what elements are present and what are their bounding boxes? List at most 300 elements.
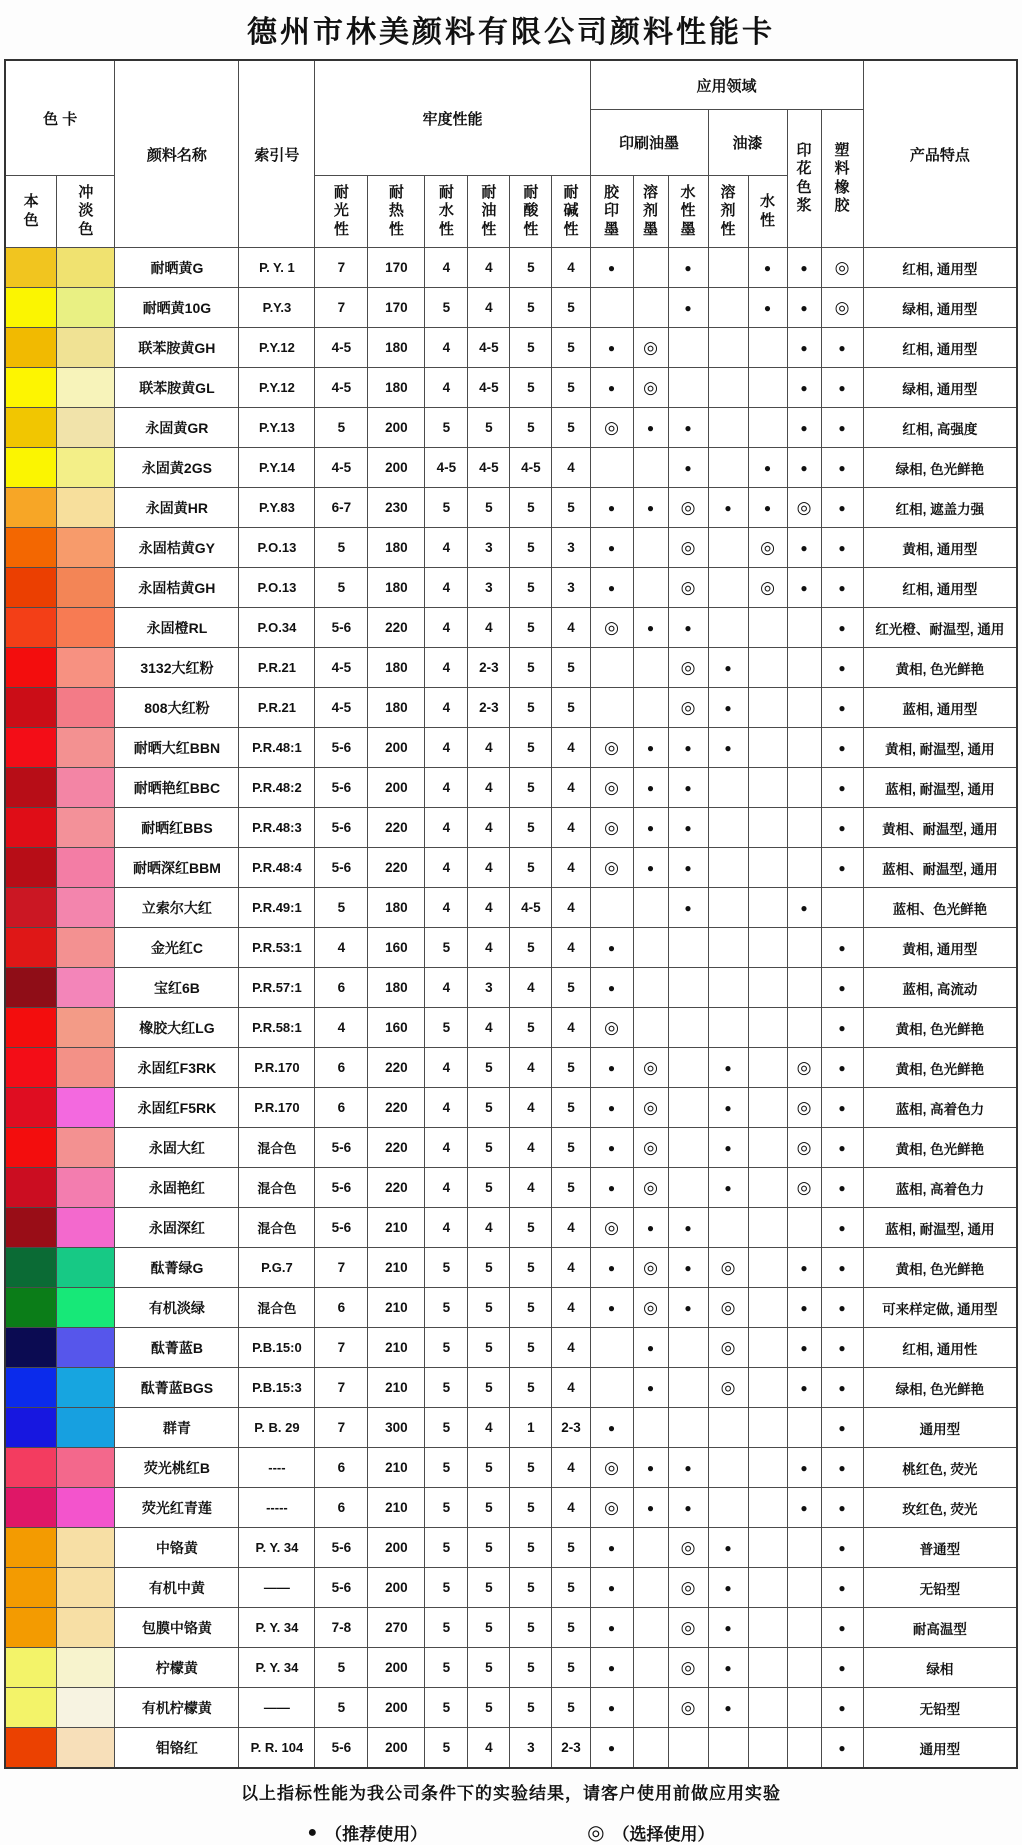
header-heat-fastness: [368, 176, 425, 248]
plastic-rubber-mark: ●: [821, 568, 863, 608]
acid-fastness-value: 5: [510, 848, 552, 888]
acid-fastness-value: 4-5: [510, 448, 552, 488]
offset-ink-mark: ●: [590, 1688, 633, 1728]
header-solvent-ink: [633, 176, 668, 248]
water-fastness-value: 5: [425, 1648, 468, 1688]
oil-fastness-value: 4: [468, 888, 510, 928]
offset-ink-mark: [590, 1328, 633, 1368]
base-color-swatch: [5, 328, 57, 368]
alkali-fastness-value: 4: [552, 608, 590, 648]
pigment-row: [5, 1088, 1017, 1128]
offset-ink-mark: ●: [590, 1408, 633, 1448]
water-paint-mark: [748, 1568, 787, 1608]
water-ink-mark: ●: [668, 888, 708, 928]
heat-fastness-value: 170: [368, 288, 425, 328]
light-fastness-value: 5-6: [315, 1168, 368, 1208]
water-fastness-value: 5: [425, 1528, 468, 1568]
acid-fastness-value: 5: [510, 328, 552, 368]
water-paint-mark: ◎: [748, 528, 787, 568]
base-color-swatch: [5, 248, 57, 288]
water-paint-mark: [748, 1088, 787, 1128]
pigment-row: [5, 1688, 1017, 1728]
offset-ink-mark: ●: [590, 1168, 633, 1208]
solvent-ink-mark: [633, 648, 668, 688]
heat-fastness-value: 180: [368, 328, 425, 368]
product-feature: 红相, 高强度: [863, 408, 1017, 448]
water-fastness-value: 5: [425, 928, 468, 968]
product-feature: 红相, 通用型: [863, 328, 1017, 368]
water-paint-mark: [748, 1448, 787, 1488]
acid-fastness-value: 4: [510, 1128, 552, 1168]
base-color-swatch: [5, 728, 57, 768]
product-feature: 黄相, 色光鲜艳: [863, 1248, 1017, 1288]
acid-fastness-value: 5: [510, 768, 552, 808]
alkali-fastness-value: 4: [552, 448, 590, 488]
pigment-row: [5, 1048, 1017, 1088]
light-fastness-value: 7-8: [315, 1608, 368, 1648]
solvent-ink-mark: ●: [633, 408, 668, 448]
water-paint-mark: [748, 888, 787, 928]
header-paint-group: 油漆: [708, 110, 787, 176]
pigment-row: [5, 1568, 1017, 1608]
offset-ink-mark: ◎: [590, 848, 633, 888]
solvent-paint-mark: [708, 1448, 748, 1488]
water-fastness-value: 5: [425, 1608, 468, 1648]
light-fastness-value: 6: [315, 968, 368, 1008]
solvent-paint-mark: ●: [708, 1088, 748, 1128]
heat-fastness-value: 160: [368, 1008, 425, 1048]
solvent-ink-mark: ●: [633, 608, 668, 648]
tint-color-swatch: [57, 808, 115, 848]
water-paint-mark: [748, 688, 787, 728]
base-color-swatch: [5, 1128, 57, 1168]
base-color-swatch: [5, 928, 57, 968]
textile-paste-mark: [787, 848, 821, 888]
pigment-name: 酞菁蓝B: [115, 1328, 239, 1368]
solvent-paint-mark: [708, 1208, 748, 1248]
water-fastness-value: 4: [425, 608, 468, 648]
color-index: P.O.13: [239, 568, 315, 608]
tint-color-swatch: [57, 648, 115, 688]
water-fastness-value: 4: [425, 248, 468, 288]
textile-paste-mark: [787, 1608, 821, 1648]
page-title: 德州市林美颜料有限公司颜料性能卡: [247, 16, 775, 49]
solvent-paint-mark: [708, 288, 748, 328]
color-index: P.B.15:3: [239, 1368, 315, 1408]
heat-fastness-value: 180: [368, 688, 425, 728]
acid-fastness-value: 5: [510, 1288, 552, 1328]
base-color-swatch: [5, 1288, 57, 1328]
water-fastness-value: 5: [425, 1408, 468, 1448]
heat-fastness-value: 210: [368, 1488, 425, 1528]
textile-paste-mark: [787, 928, 821, 968]
pigment-name: 荧光桃红B: [115, 1448, 239, 1488]
solvent-paint-mark: ●: [708, 1648, 748, 1688]
solvent-paint-mark: ◎: [708, 1248, 748, 1288]
tint-color-swatch: [57, 1168, 115, 1208]
solvent-paint-mark: [708, 528, 748, 568]
tint-color-swatch: [57, 1408, 115, 1448]
color-index: P.B.15:0: [239, 1328, 315, 1368]
heat-fastness-value: 200: [368, 1528, 425, 1568]
base-color-swatch: [5, 408, 57, 448]
alkali-fastness-value: 5: [552, 1688, 590, 1728]
light-fastness-value: 5-6: [315, 728, 368, 768]
textile-paste-mark: ◎: [787, 1168, 821, 1208]
textile-paste-mark: ●: [787, 448, 821, 488]
solvent-ink-mark: ●: [633, 768, 668, 808]
heat-fastness-value: 200: [368, 1728, 425, 1769]
offset-ink-mark: ●: [590, 1288, 633, 1328]
textile-paste-mark: ●: [787, 248, 821, 288]
solvent-ink-mark: [633, 448, 668, 488]
tint-color-label: 冲淡色: [78, 184, 94, 238]
solvent-ink-mark: [633, 1728, 668, 1769]
light-fastness-value: 5-6: [315, 608, 368, 648]
oil-fastness-value: 5: [468, 1448, 510, 1488]
water-fastness-value: 4: [425, 528, 468, 568]
oil-fastness-value: 3: [468, 568, 510, 608]
light-fastness-value: 5-6: [315, 1528, 368, 1568]
tint-color-swatch: [57, 768, 115, 808]
oil-fastness-value: 4-5: [468, 328, 510, 368]
alkali-fastness-value: 5: [552, 688, 590, 728]
color-index: P.R.48:4: [239, 848, 315, 888]
acid-fastness-value: 5: [510, 528, 552, 568]
base-color-swatch: [5, 688, 57, 728]
solvent-ink-mark: ●: [633, 1208, 668, 1248]
color-index: P.R.49:1: [239, 888, 315, 928]
solvent-ink-mark: ●: [633, 728, 668, 768]
tint-color-swatch: [57, 248, 115, 288]
color-index: ——: [239, 1688, 315, 1728]
water-fastness-value: 5: [425, 1288, 468, 1328]
solvent-ink-mark: ●: [633, 1328, 668, 1368]
pigment-name: 立索尔大红: [115, 888, 239, 928]
pigment-name: 耐晒艳红BBC: [115, 768, 239, 808]
water-fastness-value: 5: [425, 488, 468, 528]
pigment-name: 永固红F3RK: [115, 1048, 239, 1088]
tint-color-swatch: [57, 848, 115, 888]
oil-fastness-value: 5: [468, 1168, 510, 1208]
offset-ink-mark: ◎: [590, 728, 633, 768]
heat-fastness-value: 210: [368, 1288, 425, 1328]
solvent-ink-mark: [633, 688, 668, 728]
textile-paste-mark: [787, 968, 821, 1008]
acid-fastness-value: 5: [510, 648, 552, 688]
water-ink-mark: ●: [668, 728, 708, 768]
optional-label: （选择使用）: [612, 1825, 715, 1844]
color-index: P.R.48:1: [239, 728, 315, 768]
plastic-rubber-mark: ●: [821, 328, 863, 368]
light-fastness-value: 6: [315, 1048, 368, 1088]
pigment-name: 荧光红青莲: [115, 1488, 239, 1528]
textile-paste-mark: [787, 1008, 821, 1048]
alkali-fastness-value: 4: [552, 1208, 590, 1248]
heat-fastness-value: 210: [368, 1208, 425, 1248]
plastic-rubber-mark: ●: [821, 1128, 863, 1168]
pigment-name: 3132大红粉: [115, 648, 239, 688]
header-fastness-group: 牢度性能: [315, 60, 590, 176]
color-index: P.R.53:1: [239, 928, 315, 968]
water-ink-mark: ◎: [668, 688, 708, 728]
water-ink-mark: ●: [668, 848, 708, 888]
heat-fastness-value: 210: [368, 1368, 425, 1408]
oil-fastness-value: 4: [468, 1208, 510, 1248]
acid-fastness-value: 5: [510, 1248, 552, 1288]
offset-ink-mark: [590, 1368, 633, 1408]
light-fastness-value: 5-6: [315, 808, 368, 848]
solvent-paint-mark: ●: [708, 688, 748, 728]
heat-fastness-label: 耐热性: [388, 184, 404, 238]
header-offset-ink: [590, 176, 633, 248]
oil-fastness-value: 4: [468, 848, 510, 888]
product-feature: 耐高温型: [863, 1608, 1017, 1648]
offset-ink-mark: ●: [590, 568, 633, 608]
alkali-fastness-value: 4: [552, 848, 590, 888]
water-paint-mark: ●: [748, 448, 787, 488]
pigment-table: [4, 59, 1018, 1769]
light-fastness-value: 4-5: [315, 328, 368, 368]
water-fastness-value: 4: [425, 768, 468, 808]
water-ink-mark: [668, 368, 708, 408]
header-light-fastness: [315, 176, 368, 248]
product-feature: 玫红色, 荧光: [863, 1488, 1017, 1528]
water-ink-mark: [668, 1048, 708, 1088]
light-fastness-value: 6-7: [315, 488, 368, 528]
base-color-swatch: [5, 968, 57, 1008]
textile-paste-mark: [787, 648, 821, 688]
offset-ink-mark: ◎: [590, 768, 633, 808]
pigment-row: [5, 1288, 1017, 1328]
tint-color-swatch: [57, 1048, 115, 1088]
solvent-paint-mark: ●: [708, 1568, 748, 1608]
offset-ink-mark: ◎: [590, 1008, 633, 1048]
acid-fastness-value: 4-5: [510, 888, 552, 928]
solvent-ink-mark: [633, 528, 668, 568]
plastic-rubber-mark: ●: [821, 1328, 863, 1368]
light-fastness-value: 5: [315, 888, 368, 928]
alkali-fastness-value: 4: [552, 1008, 590, 1048]
offset-ink-mark: ●: [590, 1728, 633, 1769]
water-fastness-value: 5: [425, 1688, 468, 1728]
alkali-fastness-value: 5: [552, 968, 590, 1008]
header-index-no: 索引号: [239, 60, 315, 248]
water-paint-mark: [748, 1128, 787, 1168]
alkali-fastness-value: 4: [552, 728, 590, 768]
light-fastness-value: 7: [315, 1328, 368, 1368]
product-feature: 蓝相, 耐温型, 通用: [863, 768, 1017, 808]
pigment-name: 包膜中铬黄: [115, 1608, 239, 1648]
pigment-name: 酞菁绿G: [115, 1248, 239, 1288]
acid-fastness-value: 4: [510, 968, 552, 1008]
textile-paste-mark: ●: [787, 328, 821, 368]
header-solvent-paint: [708, 176, 748, 248]
base-color-swatch: [5, 1488, 57, 1528]
heat-fastness-value: 220: [368, 1168, 425, 1208]
water-paint-mark: [748, 1728, 787, 1769]
pigment-row: [5, 1448, 1017, 1488]
color-index: ——: [239, 1568, 315, 1608]
pigment-name: 群青: [115, 1408, 239, 1448]
pigment-name: 酞菁蓝BGS: [115, 1368, 239, 1408]
color-index: ----: [239, 1448, 315, 1488]
pigment-name: 永固黄GR: [115, 408, 239, 448]
textile-paste-mark: ●: [787, 1368, 821, 1408]
color-index: P. B. 29: [239, 1408, 315, 1448]
base-color-swatch: [5, 288, 57, 328]
pigment-row: [5, 568, 1017, 608]
header-product-feature: 产品特点: [863, 60, 1017, 248]
plastic-rubber-mark: ●: [821, 1208, 863, 1248]
water-paint-mark: ●: [748, 248, 787, 288]
acid-fastness-value: 5: [510, 608, 552, 648]
acid-fastness-value: 5: [510, 248, 552, 288]
acid-fastness-value: 4: [510, 1168, 552, 1208]
textile-paste-mark: [787, 688, 821, 728]
solvent-paint-mark: [708, 808, 748, 848]
water-fastness-value: 4: [425, 328, 468, 368]
solvent-ink-mark: [633, 1648, 668, 1688]
product-feature: 通用型: [863, 1728, 1017, 1769]
color-index: P. Y. 34: [239, 1528, 315, 1568]
water-fastness-value: 4: [425, 648, 468, 688]
product-feature: 绿相, 色光鲜艳: [863, 1368, 1017, 1408]
plastic-rubber-mark: ●: [821, 1648, 863, 1688]
oil-fastness-value: 4: [468, 1408, 510, 1448]
base-color-swatch: [5, 488, 57, 528]
light-fastness-value: 6: [315, 1288, 368, 1328]
textile-paste-mark: [787, 1528, 821, 1568]
solvent-paint-mark: ●: [708, 1128, 748, 1168]
tint-color-swatch: [57, 928, 115, 968]
pigment-row: [5, 408, 1017, 448]
light-fastness-value: 7: [315, 288, 368, 328]
header-acid-fastness: [510, 176, 552, 248]
heat-fastness-value: 200: [368, 1568, 425, 1608]
textile-paste-mark: [787, 768, 821, 808]
water-ink-mark: [668, 328, 708, 368]
product-feature: 蓝相, 高流动: [863, 968, 1017, 1008]
plastic-rubber-mark: ●: [821, 1728, 863, 1769]
solvent-paint-mark: [708, 1728, 748, 1769]
oil-fastness-value: 5: [468, 488, 510, 528]
offset-ink-mark: ◎: [590, 608, 633, 648]
base-color-swatch: [5, 808, 57, 848]
solvent-ink-mark: [633, 288, 668, 328]
water-ink-mark: ●: [668, 248, 708, 288]
water-ink-mark: ◎: [668, 648, 708, 688]
water-ink-label: 水性墨: [680, 184, 696, 238]
solvent-paint-mark: [708, 608, 748, 648]
textile-paste-mark: ◎: [787, 1088, 821, 1128]
heat-fastness-value: 180: [368, 568, 425, 608]
color-index: P.R.21: [239, 688, 315, 728]
light-fastness-value: 5-6: [315, 1128, 368, 1168]
light-fastness-value: 4-5: [315, 648, 368, 688]
solvent-ink-mark: [633, 1568, 668, 1608]
base-color-swatch: [5, 1088, 57, 1128]
solvent-paint-mark: ●: [708, 728, 748, 768]
product-feature: 蓝相, 耐温型, 通用: [863, 1208, 1017, 1248]
color-index: P. Y. 34: [239, 1608, 315, 1648]
oil-fastness-value: 5: [468, 1608, 510, 1648]
acid-fastness-value: 5: [510, 1568, 552, 1608]
plastic-rubber-mark: [821, 888, 863, 928]
product-feature: 黄相, 色光鲜艳: [863, 1128, 1017, 1168]
product-feature: 蓝相, 高着色力: [863, 1168, 1017, 1208]
pigment-name: 永固艳红: [115, 1168, 239, 1208]
offset-ink-mark: ●: [590, 968, 633, 1008]
acid-fastness-value: 5: [510, 408, 552, 448]
textile-paste-mark: [787, 1688, 821, 1728]
color-index: P.O.13: [239, 528, 315, 568]
base-color-swatch: [5, 608, 57, 648]
solvent-ink-mark: ●: [633, 808, 668, 848]
oil-fastness-value: 4: [468, 608, 510, 648]
water-ink-mark: [668, 1088, 708, 1128]
light-fastness-value: 5-6: [315, 768, 368, 808]
base-color-label: 本色: [23, 193, 39, 229]
solvent-ink-label: 溶剂墨: [642, 184, 658, 238]
plastic-rubber-mark: ●: [821, 1528, 863, 1568]
pigment-row: [5, 768, 1017, 808]
alkali-fastness-value: 5: [552, 488, 590, 528]
alkali-fastness-value: 2-3: [552, 1728, 590, 1769]
solvent-ink-mark: [633, 968, 668, 1008]
oil-fastness-value: 4-5: [468, 448, 510, 488]
solvent-paint-mark: ●: [708, 648, 748, 688]
solvent-paint-mark: ●: [708, 1608, 748, 1648]
water-ink-mark: [668, 1128, 708, 1168]
water-fastness-value: 5: [425, 1568, 468, 1608]
plastic-rubber-mark: ●: [821, 488, 863, 528]
solvent-paint-mark: [708, 968, 748, 1008]
water-ink-mark: ●: [668, 288, 708, 328]
alkali-fastness-value: 5: [552, 1648, 590, 1688]
light-fastness-value: 6: [315, 1448, 368, 1488]
acid-fastness-value: 5: [510, 688, 552, 728]
pigment-row: [5, 688, 1017, 728]
pigment-row: [5, 1648, 1017, 1688]
product-feature: 红相, 通用型: [863, 248, 1017, 288]
solvent-paint-mark: [708, 848, 748, 888]
tint-color-swatch: [57, 1368, 115, 1408]
textile-paste-mark: ●: [787, 1448, 821, 1488]
heat-fastness-value: 230: [368, 488, 425, 528]
textile-paste-mark: ●: [787, 1248, 821, 1288]
base-color-swatch: [5, 1448, 57, 1488]
pigment-name: 永固深红: [115, 1208, 239, 1248]
color-index: P.Y.13: [239, 408, 315, 448]
plastic-rubber-mark: ●: [821, 928, 863, 968]
pigment-name: 联苯胺黄GL: [115, 368, 239, 408]
solvent-ink-mark: [633, 1008, 668, 1048]
water-ink-mark: ●: [668, 808, 708, 848]
oil-fastness-value: 4: [468, 288, 510, 328]
solvent-paint-mark: ●: [708, 1528, 748, 1568]
water-fastness-value: 4: [425, 1048, 468, 1088]
solvent-paint-mark: [708, 408, 748, 448]
water-paint-mark: [748, 1008, 787, 1048]
tint-color-swatch: [57, 1088, 115, 1128]
solvent-paint-mark: ◎: [708, 1328, 748, 1368]
header-water-ink: [668, 176, 708, 248]
offset-ink-mark: ●: [590, 1048, 633, 1088]
plastic-rubber-mark: ●: [821, 368, 863, 408]
pigment-row: [5, 528, 1017, 568]
heat-fastness-value: 200: [368, 408, 425, 448]
